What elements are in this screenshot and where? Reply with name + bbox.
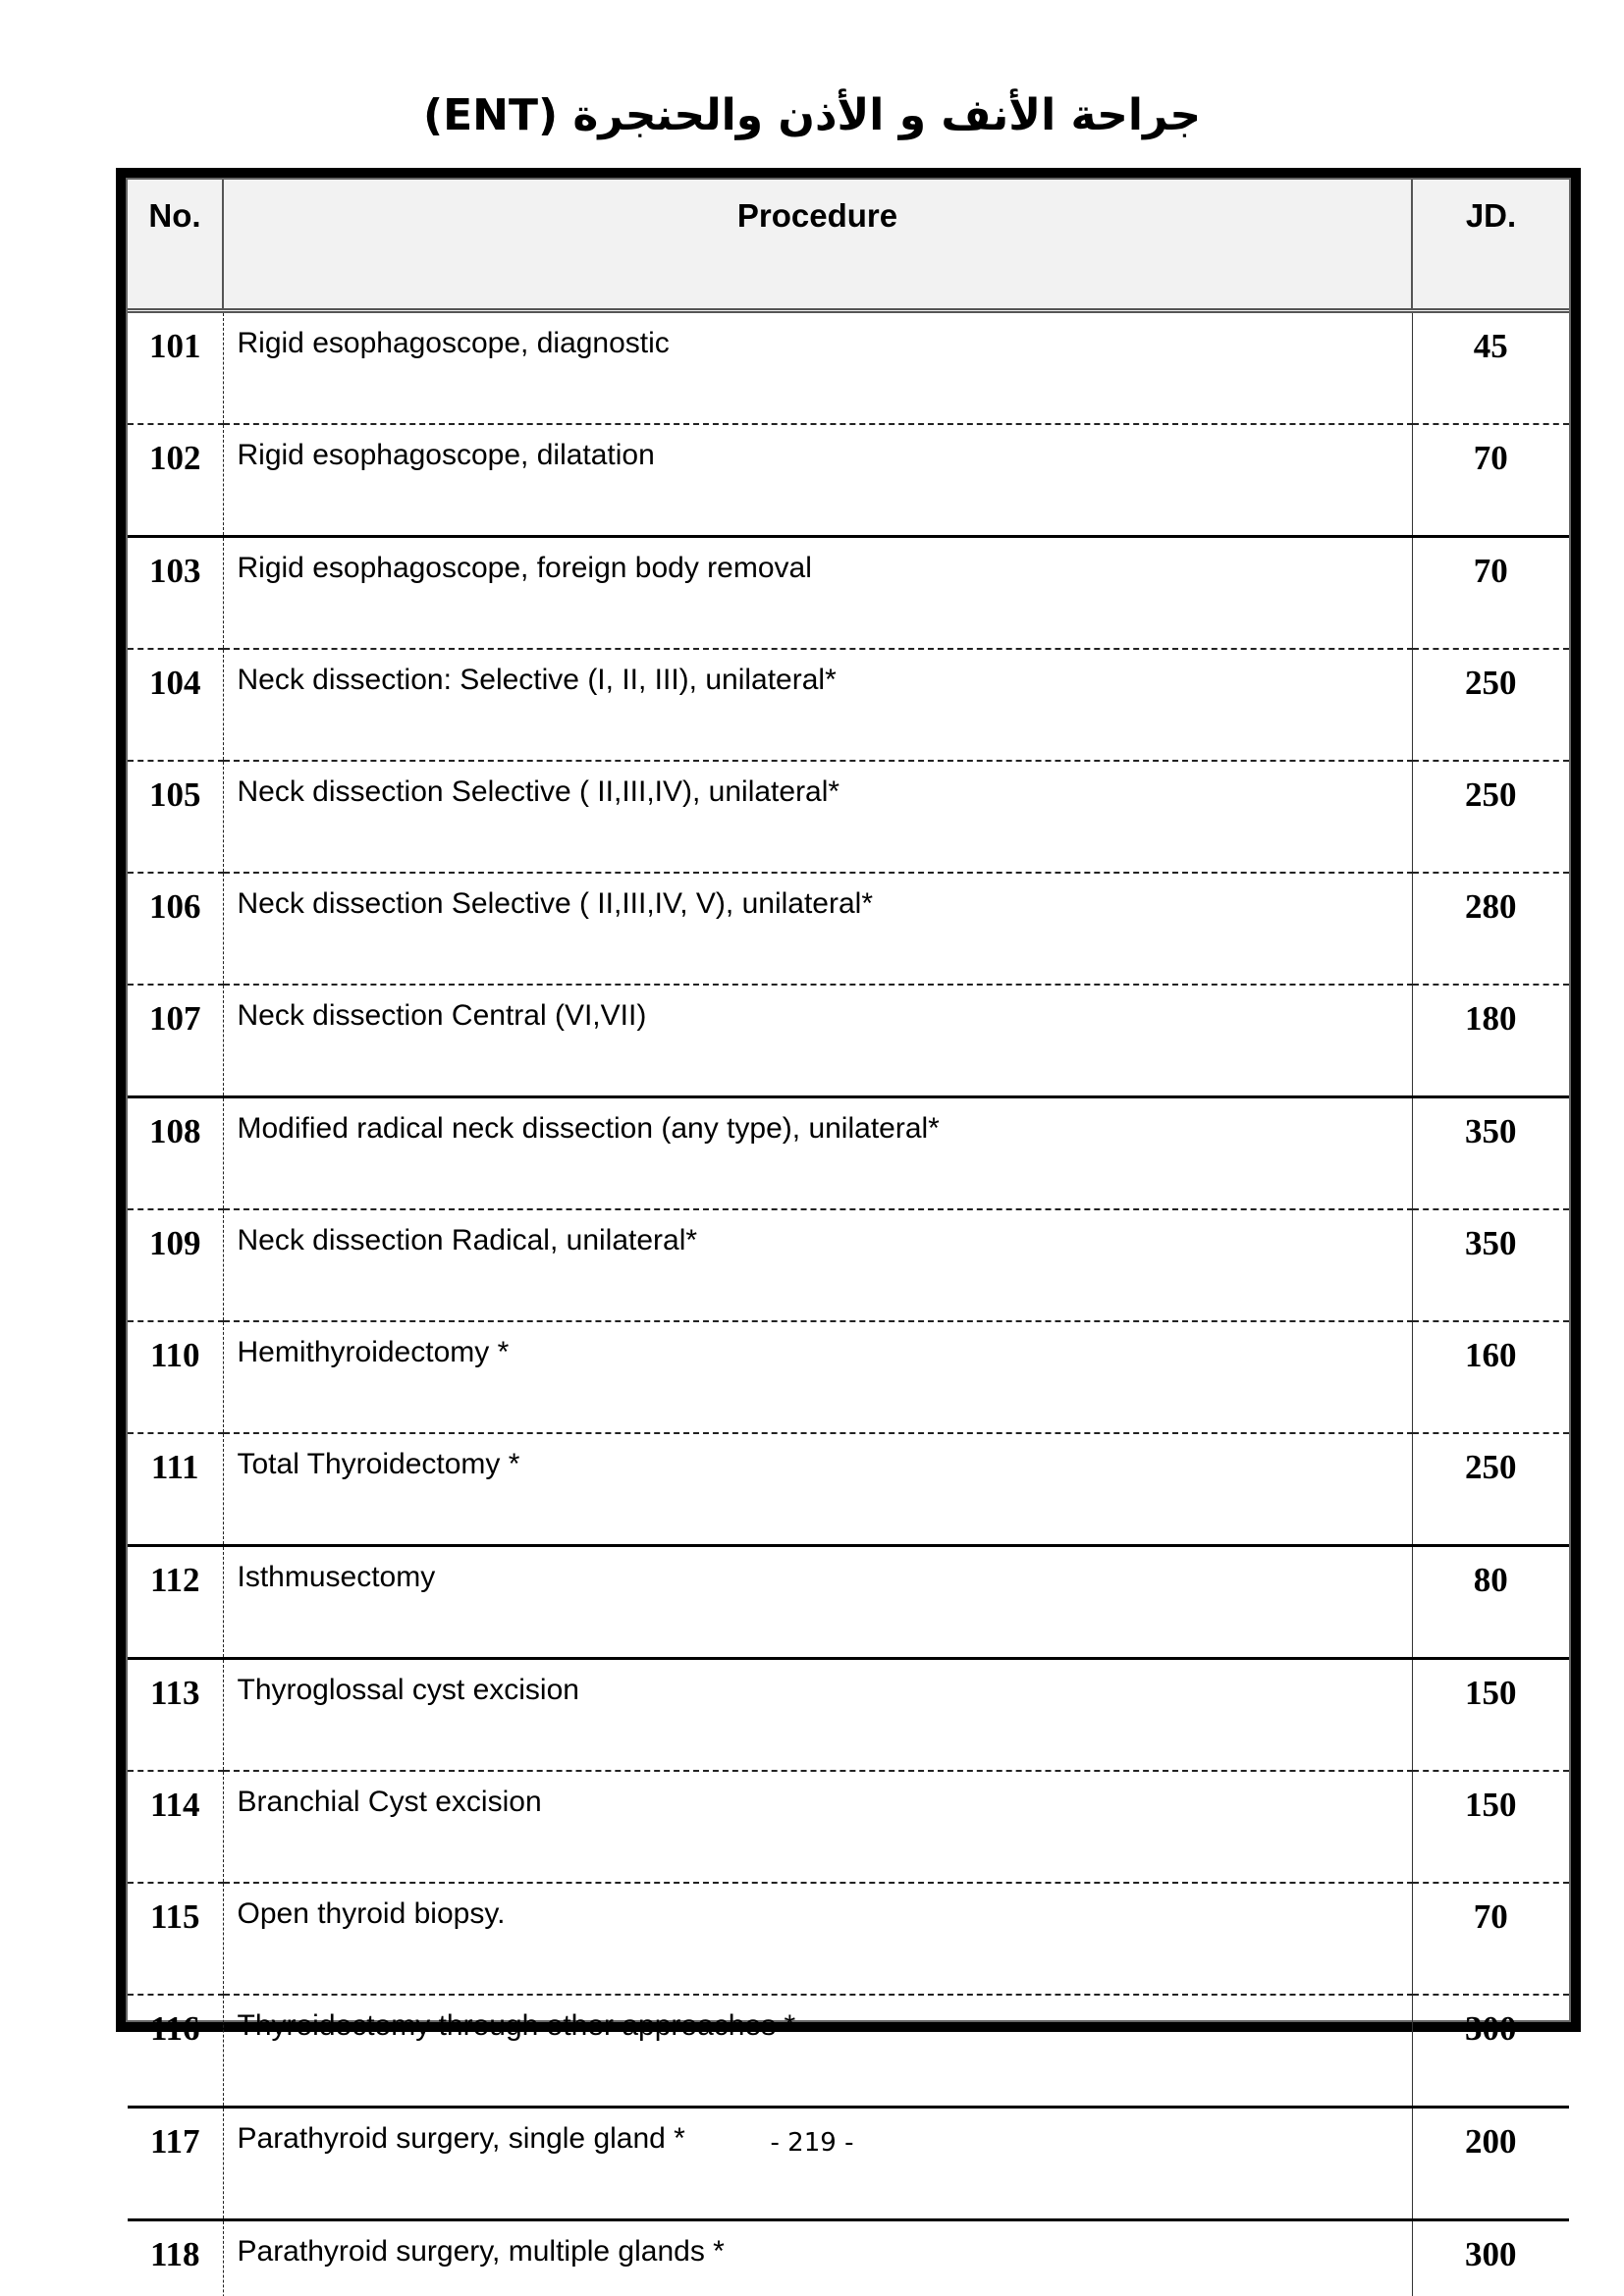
procedure-price: 350 — [1412, 1097, 1569, 1210]
row-number: 116 — [128, 1995, 223, 2108]
row-number: 101 — [128, 311, 223, 425]
procedure-name: Open thyroid biopsy. — [223, 1883, 1412, 1995]
page-number: - 219 - — [770, 2128, 854, 2158]
table-header-row — [128, 180, 1569, 311]
row-number: 111 — [128, 1433, 223, 1546]
procedure-name: Thyroidectomy through other approaches * — [223, 1995, 1412, 2108]
procedure-name: Neck dissection Radical, unilateral* — [223, 1209, 1412, 1321]
procedure-price: 200 — [1412, 2108, 1569, 2220]
table-row — [128, 1433, 1569, 1546]
procedure-price: 250 — [1412, 761, 1569, 873]
procedure-price: 80 — [1412, 1546, 1569, 1659]
row-number: 105 — [128, 761, 223, 873]
row-number: 106 — [128, 873, 223, 985]
row-number: 109 — [128, 1209, 223, 1321]
table-row — [128, 537, 1569, 650]
header-procedure: Procedure — [223, 180, 1412, 311]
procedure-name: Thyroglossal cyst excision — [223, 1659, 1412, 1772]
procedure-price: 250 — [1412, 1433, 1569, 1546]
procedure-price: 70 — [1412, 424, 1569, 537]
procedure-name: Total Thyroidectomy * — [223, 1433, 1412, 1546]
procedure-price: 300 — [1412, 1995, 1569, 2108]
row-number: 103 — [128, 537, 223, 650]
procedure-name: Neck dissection Selective ( II,III,IV, V), unilateral* — [223, 873, 1412, 985]
row-number: 117 — [128, 2108, 223, 2220]
header-no: No. — [128, 180, 223, 311]
row-number: 102 — [128, 424, 223, 537]
table-row — [128, 1097, 1569, 1210]
row-number: 114 — [128, 1771, 223, 1883]
table-row — [128, 1659, 1569, 1772]
table-row — [128, 985, 1569, 1097]
table-row — [128, 1995, 1569, 2108]
table-row — [128, 1546, 1569, 1659]
table-row — [128, 649, 1569, 761]
procedure-name: Neck dissection: Selective (I, II, III), unilateral* — [223, 649, 1412, 761]
fee-table — [128, 180, 1569, 2296]
procedure-price: 300 — [1465, 2235, 1517, 2273]
table-row — [128, 424, 1569, 537]
row-number: 107 — [128, 985, 223, 1097]
procedure-price: 160 — [1412, 1321, 1569, 1433]
procedure-price: 280 — [1412, 873, 1569, 985]
procedure-name: Rigid esophagoscope, foreign body removal — [223, 537, 1412, 650]
row-number: 110 — [128, 1321, 223, 1433]
row-number: 118 — [149, 2235, 200, 2273]
table-row — [128, 1209, 1569, 1321]
row-number: 113 — [128, 1659, 223, 1772]
procedure-price: 70 — [1412, 1883, 1569, 1995]
procedure-name: Hemithyroidectomy * — [223, 1321, 1412, 1433]
procedure-name: Branchial Cyst excision — [223, 1771, 1412, 1883]
row-number: 112 — [128, 1546, 223, 1659]
table-row — [128, 311, 1569, 425]
procedure-name: Rigid esophagoscope, diagnostic — [223, 311, 1412, 425]
row-number: 104 — [128, 649, 223, 761]
table-row — [128, 1321, 1569, 1433]
procedure-name: Isthmusectomy — [223, 1546, 1412, 1659]
table-row — [128, 2108, 1569, 2220]
procedure-price: 350 — [1412, 1209, 1569, 1321]
procedure-name: Neck dissection Central (VI,VII) — [223, 985, 1412, 1097]
procedure-name: Parathyroid surgery, multiple glands * — [223, 2220, 1412, 2296]
procedure-name: Modified radical neck dissection (any type), unilateral* — [223, 1097, 1412, 1210]
procedure-price: 180 — [1412, 985, 1569, 1097]
header-price: JD. — [1412, 180, 1569, 311]
procedure-price: 45 — [1412, 311, 1569, 425]
procedure-price: 150 — [1412, 1771, 1569, 1883]
table-row — [128, 761, 1569, 873]
row-number: 108 — [128, 1097, 223, 1210]
row-number: 115 — [128, 1883, 223, 1995]
procedure-name: Rigid esophagoscope, dilatation — [223, 424, 1412, 537]
procedure-name: Neck dissection Selective ( II,III,IV), unilateral* — [223, 761, 1412, 873]
procedure-price: 70 — [1412, 537, 1569, 650]
procedure-price: 150 — [1412, 1659, 1569, 1772]
procedure-name: Parathyroid surgery, single gland * — [223, 2108, 1412, 2220]
table-row — [128, 1771, 1569, 1883]
table-row — [128, 873, 1569, 985]
table-row — [128, 2220, 1569, 2296]
procedure-price: 250 — [1412, 649, 1569, 761]
page-title: جراحة الأنف و الأذن والحنجرة (ENT) — [422, 90, 1202, 140]
table-row — [128, 1883, 1569, 1995]
